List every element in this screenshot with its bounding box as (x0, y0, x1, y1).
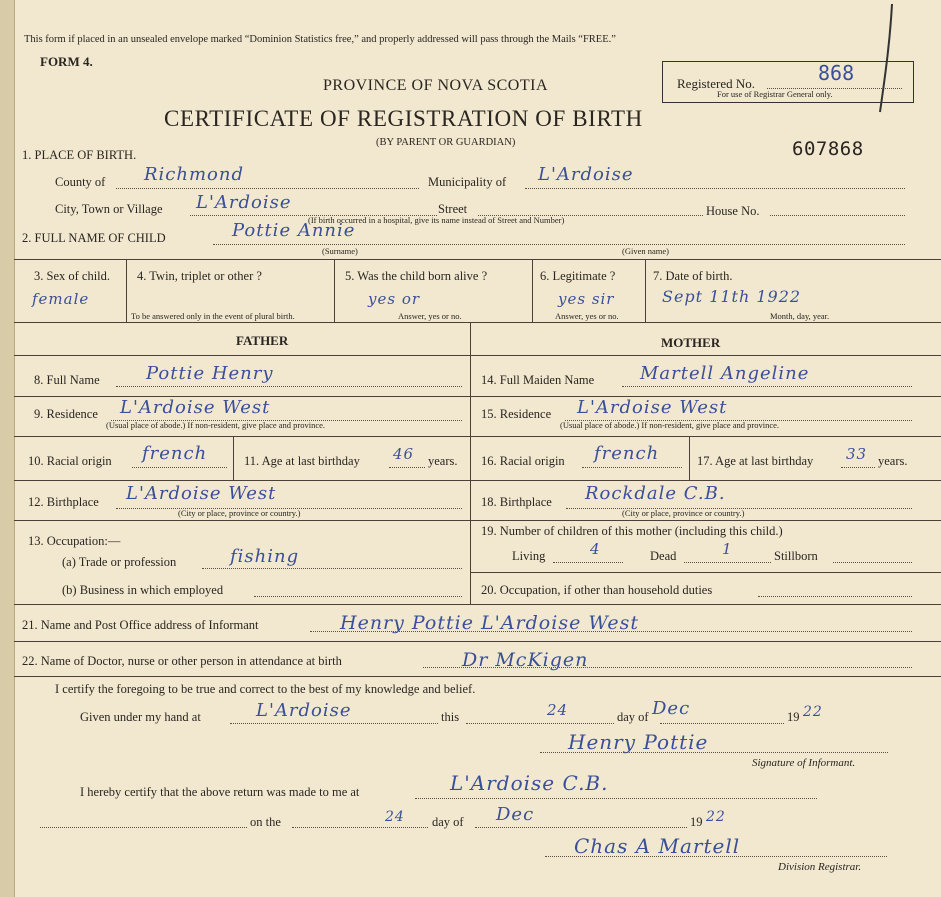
father-name-value: Pottie Henry (146, 363, 274, 384)
mother-residence-value: L'Ardoise West (577, 397, 728, 418)
stillborn-line (833, 562, 912, 563)
page-title: CERTIFICATE OF REGISTRATION OF BIRTH (164, 106, 643, 131)
father-business-label: (b) Business in which employed (62, 583, 224, 597)
house-line (770, 215, 905, 216)
day-of-label: day of (617, 710, 649, 724)
alive-label: 5. Was the child born alive ? (345, 269, 488, 283)
reg-day-of-label: day of (432, 815, 464, 829)
sex-label: 3. Sex of child. (34, 269, 111, 283)
living-line (553, 562, 623, 563)
father-trade-label: (a) Trade or profession (62, 555, 177, 569)
mother-name-label: 14. Full Maiden Name (481, 373, 595, 387)
mother-name-value: Martell Angeline (640, 363, 810, 384)
municipality-label: Municipality of (428, 175, 507, 189)
street-label: Street (438, 202, 468, 216)
surname-note: (Surname) (322, 246, 358, 256)
living-label: Living (512, 549, 546, 563)
year-prefix: 19 (787, 710, 800, 724)
father-business-line (254, 596, 462, 597)
informant-signature-line (540, 752, 888, 753)
date-note: Month, day, year. (770, 311, 830, 321)
county-value: Richmond (144, 164, 245, 185)
house-label: House No. (706, 204, 760, 218)
mother-age-unit: years. (878, 454, 908, 468)
date-label: 7. Date of birth. (653, 269, 733, 283)
child-name-label: 2. FULL NAME OF CHILD (22, 231, 166, 245)
father-birthplace-value: L'Ardoise West (126, 483, 277, 504)
page-subtitle: (BY PARENT OR GUARDIAN) (376, 137, 516, 148)
divider (14, 520, 941, 521)
mail-notice: This form if placed in an unsealed envelope marked “Dominion Statistics free,” and properly addressed will pass through the Mails “FREE.” (24, 34, 616, 45)
mother-birthplace-value: Rockdale C.B. (585, 483, 726, 504)
divider (126, 259, 127, 322)
twin-label: 4. Twin, triplet or other ? (137, 269, 262, 283)
father-racial-value: french (142, 443, 208, 464)
mother-age-label: 17. Age at last birthday (697, 454, 814, 468)
municipality-line (525, 188, 905, 189)
mother-residence-label: 15. Residence (481, 407, 552, 421)
dead-label: Dead (650, 549, 677, 563)
reg-day-value: 24 (385, 809, 405, 825)
province-title: PROVINCE OF NOVA SCOTIA (323, 77, 549, 94)
stillborn-label: Stillborn (774, 549, 818, 563)
divider (14, 604, 941, 605)
year-value: 22 (803, 704, 823, 720)
given-label: Given under my hand at (80, 710, 201, 724)
sex-value: female (32, 290, 90, 308)
father-racial-label: 10. Racial origin (28, 454, 112, 468)
divider (470, 572, 941, 573)
doctor-label: 22. Name of Doctor, nurse or other person in attendance at birth (22, 654, 342, 668)
divider (532, 259, 533, 322)
divider (233, 436, 234, 480)
dead-line (684, 562, 771, 563)
registrar-signature-line (545, 856, 887, 857)
registrar-place-line (415, 798, 817, 799)
reg-month-line (475, 827, 687, 828)
doctor-value: Dr McKigen (462, 649, 589, 671)
registrar-signature: Chas A Martell (574, 834, 741, 858)
divider (14, 322, 941, 323)
dead-value: 1 (722, 540, 733, 558)
reg-year-value: 22 (706, 809, 726, 825)
father-age-unit: years. (428, 454, 458, 468)
father-residence-value: L'Ardoise West (120, 397, 271, 418)
given-note: (Given name) (622, 246, 669, 256)
registrar-note: For use of Registrar General only. (717, 89, 833, 99)
mother-racial-value: french (594, 443, 660, 464)
city-label: City, Town or Village (55, 202, 163, 216)
legit-note: Answer, yes or no. (555, 311, 619, 321)
alive-note: Answer, yes or no. (398, 311, 462, 321)
mother-name-line (622, 386, 912, 387)
twin-note: To be answered only in the event of plural birth. (131, 311, 295, 321)
registered-label: Registered No. (677, 76, 755, 91)
municipality-value: L'Ardoise (538, 164, 634, 185)
city-value: L'Ardoise (196, 192, 292, 213)
mother-occupation-line (758, 596, 912, 597)
child-name-value: Pottie Annie (232, 220, 356, 241)
divider (14, 259, 941, 260)
mother-residence-note: (Usual place of abode.) If non-resident, give place and province. (560, 420, 780, 430)
stamp-number: 607868 (792, 138, 864, 160)
mother-occupation-label: 20. Occupation, if other than household duties (481, 583, 713, 597)
father-birthplace-note: (City or place, province or country.) (178, 508, 301, 518)
form-number: FORM 4. (40, 54, 93, 69)
place-of-birth-heading: 1. PLACE OF BIRTH. (22, 148, 137, 162)
father-birthplace-label: 12. Birthplace (28, 495, 99, 509)
mother-age-line (841, 467, 875, 468)
mother-racial-line (582, 467, 682, 468)
mother-heading: MOTHER (661, 335, 721, 350)
registrar-date-line (40, 827, 247, 828)
certify-statement: I certify the foregoing to be true and correct to the best of my knowledge and belief. (55, 682, 476, 696)
registrar-statement: I hereby certify that the above return was made to me at (80, 785, 360, 799)
informant-signature: Henry Pottie (568, 730, 709, 754)
given-place-line (230, 723, 438, 724)
divider (14, 641, 941, 642)
mother-children-label: 19. Number of children of this mother (including this child.) (481, 524, 783, 538)
father-residence-note: (Usual place of abode.) If non-resident, give place and province. (106, 420, 326, 430)
living-value: 4 (590, 540, 601, 558)
father-racial-line (132, 467, 227, 468)
month-value: Dec (652, 698, 691, 719)
pen-mark-icon (860, 0, 910, 115)
father-name-line (116, 386, 462, 387)
child-name-line (213, 244, 905, 245)
day-line (466, 723, 614, 724)
mother-racial-label: 16. Racial origin (481, 454, 565, 468)
this-label: this (441, 710, 460, 724)
father-age-line (389, 467, 425, 468)
registered-value: 868 (818, 61, 855, 85)
divider (14, 436, 941, 437)
day-value: 24 (547, 701, 569, 719)
reg-day-line (292, 827, 428, 828)
father-residence-label: 9. Residence (34, 407, 98, 421)
reg-month-value: Dec (496, 804, 535, 825)
divider (645, 259, 646, 322)
father-age-value: 46 (393, 445, 415, 463)
county-label: County of (55, 175, 106, 189)
father-heading: FATHER (236, 333, 289, 348)
reg-year-prefix: 19 (690, 815, 703, 829)
on-the-label: on the (250, 815, 281, 829)
divider (689, 436, 690, 480)
page-edge (0, 0, 15, 897)
informant-value: Henry Pottie L'Ardoise West (340, 612, 639, 634)
informant-label: 21. Name and Post Office address of Informant (22, 618, 259, 632)
divider (14, 676, 941, 677)
alive-value: yes or (368, 290, 421, 308)
mother-birthplace-label: 18. Birthplace (481, 495, 552, 509)
father-name-label: 8. Full Name (34, 373, 100, 387)
legit-value: yes sir (558, 290, 615, 308)
divider (334, 259, 335, 322)
column-divider (470, 322, 471, 604)
legit-label: 6. Legitimate ? (540, 269, 616, 283)
mother-birthplace-note: (City or place, province or country.) (622, 508, 745, 518)
father-age-label: 11. Age at last birthday (244, 454, 360, 468)
divider (14, 355, 941, 356)
father-occupation-label: 13. Occupation:— (28, 534, 121, 548)
month-line (660, 723, 784, 724)
divider (14, 480, 941, 481)
informant-signature-label: Signature of Informant. (752, 757, 856, 769)
father-trade-line (202, 568, 462, 569)
father-trade-value: fishing (230, 546, 300, 567)
registrar-label: Division Registrar. (778, 861, 862, 873)
mother-age-value: 33 (846, 445, 868, 463)
registrar-place: L'Ardoise C.B. (450, 771, 609, 795)
date-value: Sept 11th 1922 (662, 287, 802, 306)
hospital-note: (If birth occurred in a hospital, give its name instead of Street and Number) (308, 215, 565, 225)
given-place-value: L'Ardoise (256, 700, 352, 721)
county-line (116, 188, 419, 189)
